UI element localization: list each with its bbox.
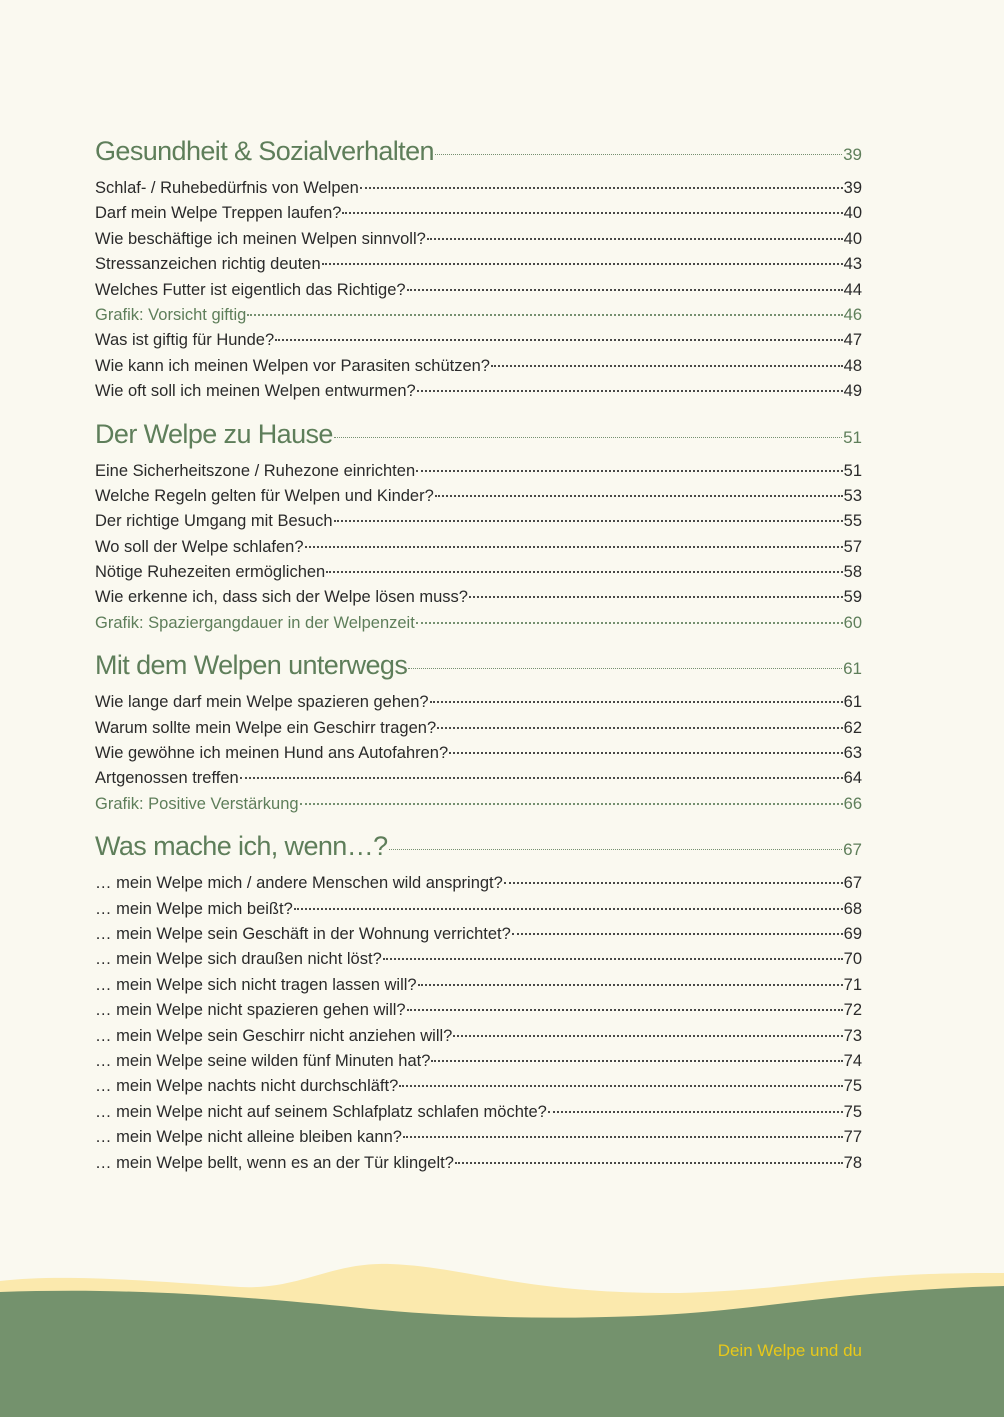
entry-page-number: 63 [843, 744, 862, 763]
dot-leader [449, 752, 842, 754]
toc-entry[interactable] [95, 509, 862, 534]
toc-entry[interactable] [95, 535, 862, 560]
entry-page-number: 71 [843, 975, 862, 994]
toc-section [95, 419, 862, 637]
dot-leader [275, 339, 843, 341]
dot-leader [408, 668, 842, 669]
entry-title: … mein Welpe nicht auf seinem Schlafplatz schlafen möchte? [95, 1102, 547, 1121]
entry-title: Wie gewöhne ich meinen Hund ans Autofahren? [95, 744, 449, 763]
toc-entry[interactable] [95, 973, 862, 998]
entry-title: Nötige Ruhezeiten ermöglichen [95, 563, 326, 582]
toc-entry[interactable] [95, 1049, 862, 1074]
entry-page-number: 67 [843, 874, 862, 893]
toc-entry[interactable] [95, 560, 862, 585]
toc-entry[interactable] [95, 716, 862, 741]
dot-leader [430, 701, 843, 703]
entry-page-number: 46 [843, 305, 862, 324]
section-heading[interactable] [95, 650, 862, 688]
dot-leader [437, 727, 843, 729]
entry-page-number: 69 [843, 924, 862, 943]
section-title: Mit dem Welpen unterwegs [95, 650, 408, 681]
dot-leader [334, 520, 843, 522]
dot-leader [504, 882, 843, 884]
entry-page-number: 75 [843, 1102, 862, 1121]
entry-title: Was ist giftig für Hunde? [95, 331, 275, 350]
dot-leader [453, 1035, 842, 1037]
entry-page-number: 70 [843, 950, 862, 969]
toc-entry[interactable] [95, 278, 862, 303]
toc-entry-grafik[interactable] [95, 792, 862, 817]
entry-title: … mein Welpe sein Geschäft in der Wohnung verrichtet? [95, 924, 511, 943]
entry-title: Der richtige Umgang mit Besuch [95, 512, 333, 531]
entry-page-number: 60 [843, 613, 862, 632]
toc-entry[interactable] [95, 484, 862, 509]
section-page-number: 39 [843, 145, 862, 164]
entry-title: Eine Sicherheitszone / Ruhezone einrichten [95, 461, 416, 480]
entry-title: … mein Welpe seine wilden fünf Minuten hat? [95, 1051, 431, 1070]
entry-title: Welche Regeln gelten für Welpen und Kinder? [95, 486, 434, 505]
footer-wave-decoration [0, 1250, 1004, 1417]
entry-title: Wie oft soll ich meinen Welpen entwurmen? [95, 382, 416, 401]
dot-leader [389, 849, 843, 850]
entry-title: Welches Futter ist eigentlich das Richtige? [95, 280, 406, 299]
entry-page-number: 64 [843, 769, 862, 788]
toc-section [95, 136, 862, 405]
toc-entry[interactable] [95, 379, 862, 404]
toc-entry[interactable] [95, 1151, 862, 1176]
entry-page-number: 75 [843, 1077, 862, 1096]
toc-entry[interactable] [95, 227, 862, 252]
entry-title: Stressanzeichen richtig deuten [95, 255, 321, 274]
entry-title: Grafik: Vorsicht giftig [95, 305, 247, 324]
dot-leader [455, 1162, 843, 1164]
section-title: Gesundheit & Sozialverhalten [95, 136, 434, 166]
entry-title: Artgenossen treffen [95, 769, 239, 788]
entry-page-number: 68 [843, 899, 862, 918]
dot-leader [407, 289, 843, 291]
dot-leader [548, 1111, 843, 1113]
section-page-number: 61 [843, 659, 862, 679]
entry-title: … mein Welpe mich / andere Menschen wild anspringt? [95, 874, 503, 893]
entry-title: Wo soll der Welpe schlafen? [95, 537, 304, 556]
dot-leader [469, 596, 843, 598]
entry-title: Warum sollte mein Welpe ein Geschirr tragen? [95, 718, 437, 737]
dot-leader [305, 546, 843, 548]
dot-leader [512, 933, 843, 935]
entry-page-number: 48 [843, 356, 862, 375]
toc-entry[interactable] [95, 998, 862, 1023]
dot-leader [431, 1060, 842, 1062]
toc-entry[interactable] [95, 252, 862, 277]
entry-title: … mein Welpe sein Geschirr nicht anziehen will? [95, 1026, 453, 1045]
table-of-contents [95, 136, 862, 1190]
dot-leader [247, 314, 842, 316]
toc-entry[interactable] [95, 1125, 862, 1150]
entry-page-number: 39 [843, 179, 862, 197]
toc-entry[interactable] [95, 201, 862, 226]
dot-leader [418, 984, 843, 986]
entry-title: Schlaf- / Ruhebedürfnis von Welpen [95, 179, 359, 197]
dot-leader [417, 390, 843, 392]
entry-page-number: 40 [843, 229, 862, 248]
section-heading[interactable] [95, 831, 862, 869]
entry-page-number: 44 [843, 280, 862, 299]
section-title: Der Welpe zu Hause [95, 418, 333, 449]
section-title: Was mache ich, wenn…? [95, 831, 388, 862]
entry-page-number: 57 [843, 537, 862, 556]
entry-title: … mein Welpe sich nicht tragen lassen will? [95, 975, 417, 994]
dot-leader [342, 212, 842, 214]
section-heading[interactable] [95, 419, 862, 457]
entry-title: Grafik: Positive Verstärkung [95, 794, 299, 813]
dot-leader [403, 1136, 843, 1138]
entry-title: … mein Welpe bellt, wenn es an der Tür klingelt? [95, 1153, 454, 1172]
entry-page-number: 53 [843, 486, 862, 505]
entry-page-number: 62 [843, 718, 862, 737]
dot-leader [294, 908, 843, 910]
toc-section [95, 831, 862, 1176]
toc-entry[interactable] [95, 690, 862, 715]
entry-page-number: 72 [843, 1001, 862, 1020]
toc-entry[interactable] [95, 585, 862, 610]
dot-leader [399, 1085, 842, 1087]
toc-entry[interactable] [95, 871, 862, 896]
dot-leader [435, 495, 843, 497]
toc-entry[interactable] [95, 328, 862, 353]
entry-page-number: 55 [843, 512, 862, 531]
toc-entry[interactable] [95, 176, 862, 201]
toc-entry[interactable] [95, 922, 862, 947]
toc-entry-grafik[interactable] [95, 303, 862, 328]
dot-leader [407, 1009, 843, 1011]
entry-title: Darf mein Welpe Treppen laufen? [95, 204, 342, 223]
dot-leader [240, 777, 843, 779]
entry-page-number: 78 [843, 1153, 862, 1172]
entry-title: … mein Welpe nicht spazieren gehen will? [95, 1001, 406, 1020]
toc-entry-grafik[interactable] [95, 611, 862, 636]
dot-leader [416, 470, 843, 472]
dot-leader [334, 437, 842, 438]
entry-title: Wie erkenne ich, dass sich der Welpe lösen muss? [95, 588, 468, 607]
dot-leader [300, 803, 843, 805]
entry-title: Wie kann ich meinen Welpen vor Parasiten schützen? [95, 356, 490, 375]
entry-page-number: 73 [843, 1026, 862, 1045]
entry-page-number: 74 [843, 1051, 862, 1070]
entry-page-number: 47 [843, 331, 862, 350]
dot-leader [435, 154, 842, 155]
toc-entry[interactable] [95, 1074, 862, 1099]
entry-page-number: 49 [843, 382, 862, 401]
entry-page-number: 66 [843, 794, 862, 813]
toc-entry[interactable] [95, 897, 862, 922]
entry-page-number: 40 [843, 204, 862, 223]
entry-title: … mein Welpe sich draußen nicht löst? [95, 950, 382, 969]
dot-leader [383, 958, 843, 960]
dot-leader [360, 187, 843, 189]
dot-leader [491, 365, 843, 367]
toc-entry[interactable] [95, 741, 862, 766]
entry-title: Grafik: Spaziergangdauer in der Welpenzeit [95, 613, 415, 632]
toc-entry[interactable] [95, 766, 862, 791]
section-page-number: 51 [843, 427, 862, 447]
dot-leader [427, 238, 843, 240]
toc-entry[interactable] [95, 1024, 862, 1049]
footer-book-title: Dein Welpe und du [717, 1341, 862, 1360]
entry-title: … mein Welpe mich beißt? [95, 899, 293, 918]
section-page-number: 67 [843, 840, 862, 860]
entry-page-number: 58 [843, 563, 862, 582]
footer [0, 1250, 1004, 1417]
toc-entry[interactable] [95, 354, 862, 379]
toc-entry[interactable] [95, 1100, 862, 1125]
entry-title: … mein Welpe nachts nicht durchschläft? [95, 1077, 399, 1096]
entry-title: … mein Welpe nicht alleine bleiben kann? [95, 1128, 402, 1147]
entry-title: Wie beschäftige ich meinen Welpen sinnvoll? [95, 229, 426, 248]
toc-section [95, 650, 862, 817]
toc-entry[interactable] [95, 947, 862, 972]
toc-entry[interactable] [95, 459, 862, 484]
dot-leader [416, 622, 843, 624]
entry-page-number: 43 [843, 255, 862, 274]
dot-leader [322, 263, 843, 265]
section-heading[interactable] [95, 136, 862, 174]
entry-page-number: 77 [843, 1128, 862, 1147]
entry-page-number: 61 [843, 693, 862, 712]
entry-title: Wie lange darf mein Welpe spazieren gehen? [95, 693, 429, 712]
entry-page-number: 51 [843, 461, 862, 480]
dot-leader [326, 571, 842, 573]
entry-page-number: 59 [843, 588, 862, 607]
